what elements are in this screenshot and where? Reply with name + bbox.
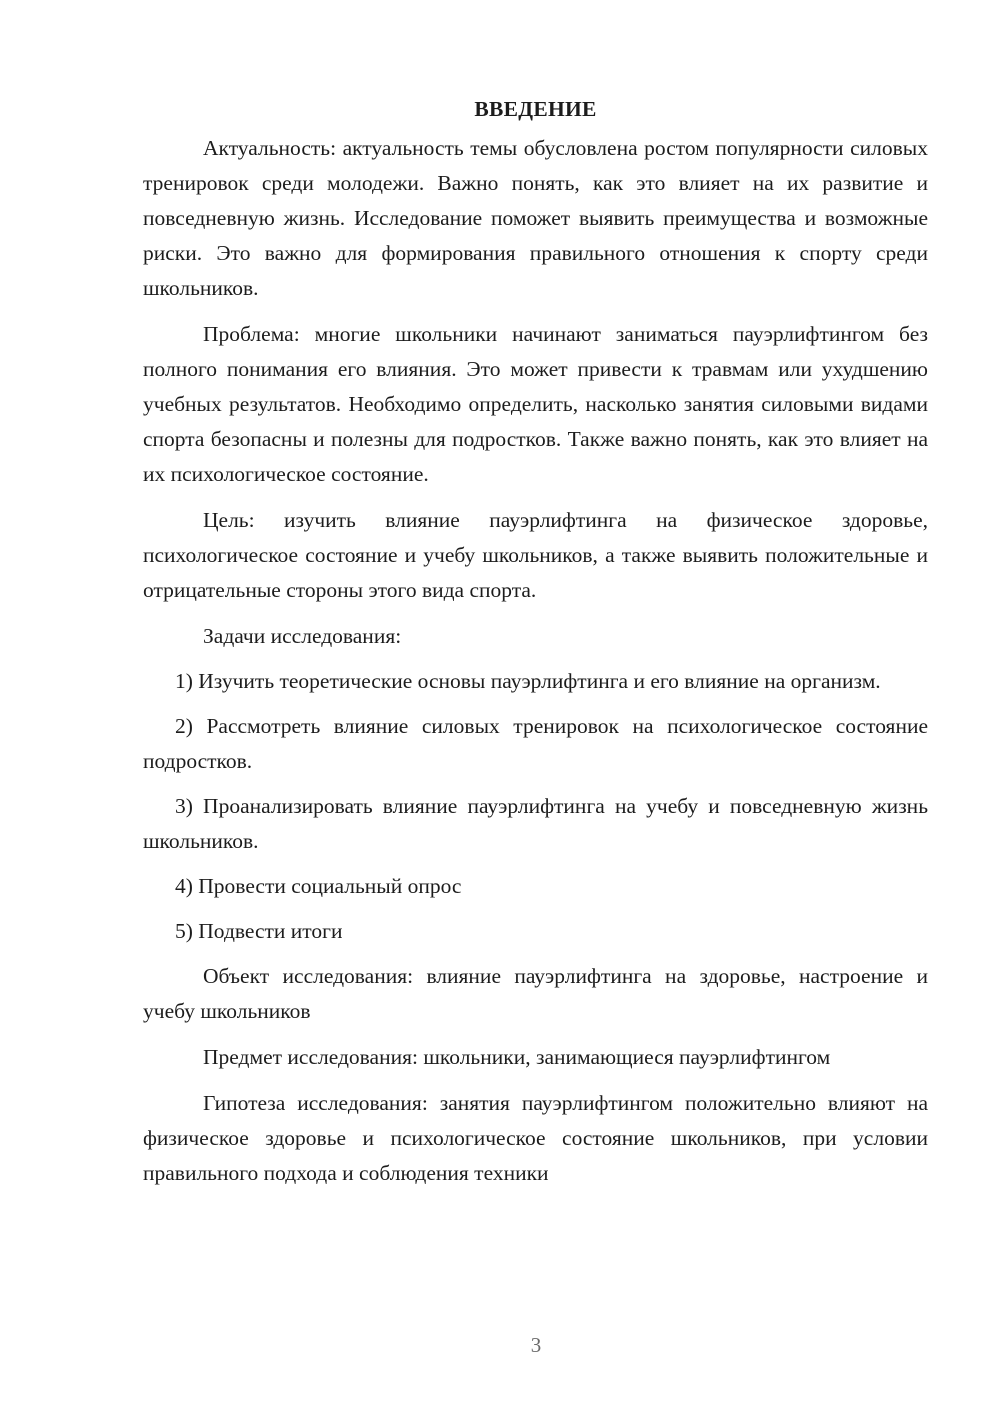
task-item-1: 1) Изучить теоретические основы пауэрлифтинга и его влияние на организм. bbox=[175, 669, 881, 693]
task-item-4: 4) Провести социальный опрос bbox=[175, 874, 462, 898]
page-number: 3 bbox=[530, 1333, 542, 1357]
paragraph-hypothesis: Гипотеза исследования: занятия пауэрлифтингом положительно влияют на физическое здоровье и психологическое состояние школьников, при условии правильного подхода и соблюдения техники bbox=[143, 1091, 928, 1185]
task-item-3: 3) Проанализировать влияние пауэрлифтинга на учебу и повседневную жизнь школьников. bbox=[143, 794, 928, 853]
tasks-heading: Задачи исследования: bbox=[203, 624, 402, 648]
paragraph-object: Объект исследования: влияние пауэрлифтинга на здоровье, настроение и учебу школьников bbox=[143, 964, 928, 1023]
paragraph-relevance: Актуальность: актуальность темы обусловлена ростом популярности силовых тренировок среди молодежи. Важно понять, как это влияет на их развитие и повседневную жизнь. Исследование поможет выявить преимущества и возможные риски. Это важно для формирования правильного отношения к спорту среди школьников. bbox=[143, 136, 928, 300]
paragraph-problem: Проблема: многие школьники начинают заниматься пауэрлифтингом без полного понимания его влияния. Это может привести к травмам или ухудшению учебных результатов. Необходимо определить, насколько занятия силовыми видами спорта безопасны и полезны для подростков. Также важно понять, как это влияет на их психологическое состояние. bbox=[143, 322, 928, 486]
section-title: ВВЕДЕНИЕ bbox=[474, 97, 597, 121]
paragraph-subject: Предмет исследования: школьники, занимающиеся пауэрлифтингом bbox=[203, 1045, 831, 1069]
task-item-2: 2) Рассмотреть влияние силовых тренировок на психологическое состояние подростков. bbox=[143, 714, 928, 773]
page-content bbox=[143, 92, 928, 1202]
paragraph-goal: Цель: изучить влияние пауэрлифтинга на физическое здоровье, психологическое состояние и учебу школьников, а также выявить положительные и отрицательные стороны этого вида спорта. bbox=[143, 508, 928, 602]
task-item-5: 5) Подвести итоги bbox=[175, 919, 343, 943]
